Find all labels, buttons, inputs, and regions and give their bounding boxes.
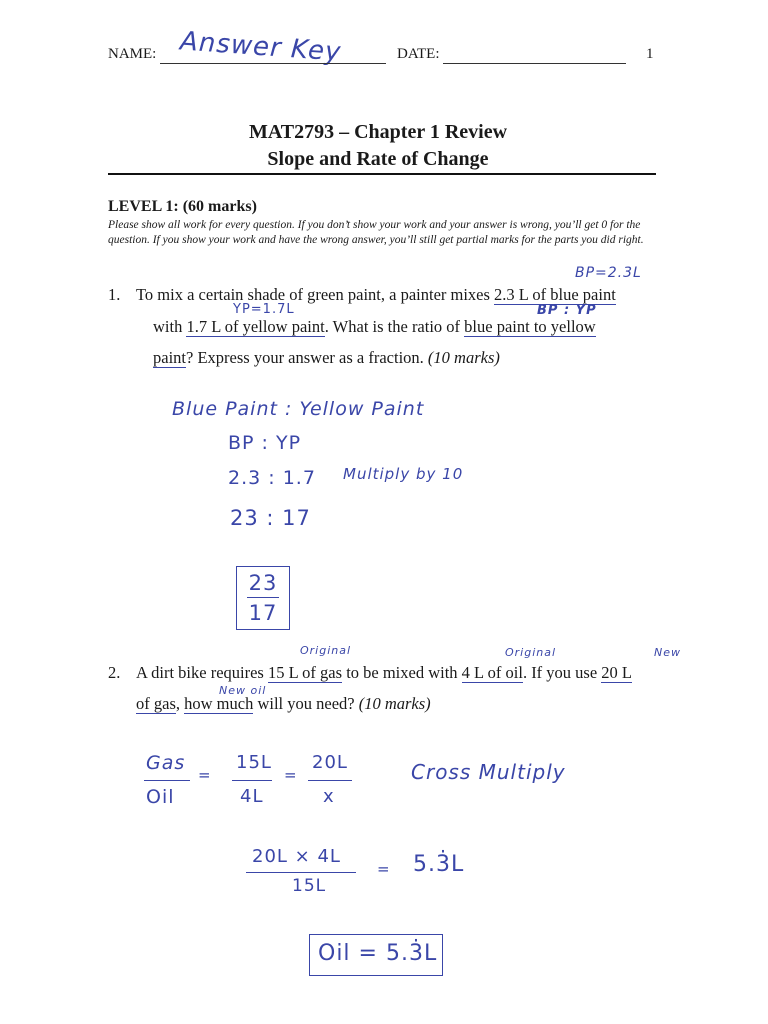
q1-line2 (153, 317, 596, 337)
q2-cross-multiply: Cross Multiply (411, 760, 566, 784)
q2-f1-numerator: 15L (236, 752, 272, 773)
q2-f2-numerator: 20L (312, 752, 348, 773)
annot-new-1: New (654, 646, 681, 659)
q2-f2-denominator: x (323, 786, 335, 807)
q1-work-line3: 2.3 : 1.7 (228, 467, 316, 489)
q2-calc-equals: = (377, 860, 391, 878)
q2-oil-label: Oil (146, 786, 175, 808)
q1-answer-numerator: 23 (248, 571, 278, 595)
q2-line1-text: A dirt bike requires (136, 663, 268, 682)
q2-line2-underlined1: of gas (136, 694, 176, 713)
q2-f1-denominator: 4L (240, 786, 264, 807)
q2-answer: Oil = 5.3̇L (318, 941, 438, 966)
q2-line2-underlined2: how much (184, 694, 254, 713)
annot-original-1: Original (300, 644, 352, 657)
name-label: NAME: (108, 46, 157, 62)
q2-answer-box (309, 934, 443, 976)
date-label: DATE: (397, 46, 440, 62)
q2-line1-mid: to be mixed with (342, 663, 462, 682)
q1-line2-underlined1: 1.7 L of yellow paint (186, 317, 325, 336)
q1-work-note: Multiply by 10 (343, 465, 464, 483)
q1-marks: (10 marks) (427, 348, 500, 367)
annot-yp: YP=1.7L (233, 302, 295, 317)
q2-line1-underlined1: 15 L of gas (267, 663, 343, 682)
q2-gas-label: Gas (146, 752, 186, 774)
q2-marks: (10 marks) (358, 694, 431, 713)
q1-line3-text: ? Express your answer as a fraction. (186, 348, 428, 367)
q1-fraction-bar (247, 597, 279, 598)
q2-line2-text: will you need? (253, 694, 359, 713)
q1-line1 (136, 285, 616, 305)
q2-fraction-bar-1 (144, 780, 190, 781)
date-line (443, 63, 626, 64)
q2-equals-1: = (198, 766, 212, 784)
q1-work-line1: Blue Paint : Yellow Paint (172, 398, 425, 420)
q2-line1-mid2: . If you use (522, 663, 602, 682)
q2-calc-result: 5.3̇L (413, 852, 465, 877)
q1-answer-denominator: 17 (248, 601, 278, 625)
q2-line2-mid: , (175, 694, 185, 713)
q2-line1-underlined2: 4 L of oil (461, 663, 523, 682)
q1-line1-text: To mix a certain shade of green paint, a painter mixes (136, 285, 495, 304)
q1-line2-mid: . What is the ratio of (324, 317, 465, 336)
title-rule (108, 173, 656, 175)
annot-original-2: Original (505, 646, 557, 659)
q1-line3-underlined: paint (153, 348, 186, 367)
q2-fraction-bar-3 (308, 780, 352, 781)
annot-new-oil: New oil (219, 684, 267, 697)
q2-line2 (136, 694, 431, 714)
title-line1: MAT2793 – Chapter 1 Review (248, 121, 508, 143)
q1-work-line2: BP : YP (228, 432, 302, 454)
annot-bp: BP=2.3L (575, 265, 642, 281)
level-instructions: Please show all work for every question. If you don’t show your work and your answer is wrong, you’ll get 0 for the question. If you show your work and have the wrong answer, you’ll still get partial marks for the parts you did right. (108, 219, 644, 246)
name-value: Answer Key (179, 26, 343, 68)
q1-work-line4: 23 : 17 (230, 506, 311, 530)
annot-ratio: BP : YP (537, 303, 597, 318)
q2-line1 (136, 663, 632, 683)
q1-line1-underlined: 2.3 L of blue paint (494, 285, 616, 304)
page-number: 1 (646, 46, 654, 62)
title-line2: Slope and Rate of Change (267, 148, 489, 170)
q2-line1-underlined3: 20 L (601, 663, 633, 682)
q1-line2-text: with (153, 317, 187, 336)
q2-fraction-bar-2 (232, 780, 272, 781)
q1-line3 (153, 348, 500, 368)
q2-calc-denominator: 15L (292, 876, 327, 896)
q1-number: 1. (108, 285, 121, 304)
name-line (160, 63, 386, 64)
q1-answer-box (236, 566, 290, 630)
q2-calc-numerator: 20L × 4L (252, 846, 341, 867)
q2-calc-bar (246, 872, 356, 873)
level-heading: LEVEL 1: (60 marks) (108, 198, 257, 215)
q1-line2-underlined2: blue paint to yellow (464, 317, 596, 336)
q2-equals-2: = (284, 766, 298, 784)
q2-number: 2. (108, 663, 121, 682)
